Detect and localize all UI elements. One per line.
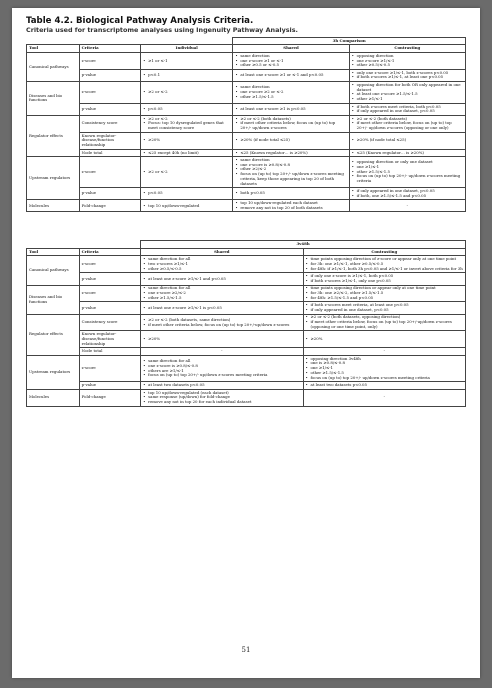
criteria-cell: p-value <box>79 273 140 285</box>
bullet-item: • one z-score is ≥0.8/≤-0.8 <box>143 364 300 369</box>
bullet-item: • ≥20% (if node total ≤25) <box>352 138 463 143</box>
bullet-item: • time points opposing direction of z-score or appear only at one time point <box>306 257 463 262</box>
table1-super-header: 3h Comparison <box>233 38 466 45</box>
bullet-item: • ≥2 or ≤-2 (both datasets, opposing direction) <box>306 315 463 320</box>
bullet-item: • other ≥1.5/≤-1.5 <box>235 95 346 100</box>
contrasting-cell: - <box>349 200 465 212</box>
contrasting-cell <box>349 132 465 149</box>
bullet-list <box>143 170 230 175</box>
bullet-item: • Focus: top 10 dysregulated genes that meet consistency score <box>143 121 230 130</box>
bullet-list <box>306 383 463 388</box>
document-page <box>12 8 480 678</box>
bullet-item: • opposing direction 3v48h <box>306 357 463 362</box>
bullet-item: • focus on (up to) top 20+/- up/down z-scores meeting criteria, keep those appearing in top 20 of both datasets <box>235 172 346 186</box>
bullet-list <box>352 54 463 68</box>
table1-header-row <box>27 45 466 52</box>
tool-cell: Molecules <box>27 200 80 212</box>
bullet-item: • if both, one ≥1.5/≤-1.5 and p<0.05 <box>352 194 463 199</box>
bullet-list <box>352 83 463 102</box>
bullet-item: • at least one z-score ≥1/≤-1 and p<0.05 <box>143 277 300 282</box>
bullet-item: • remove any not in top 20 of both datasets <box>235 206 346 211</box>
table1-super-header-row <box>27 38 466 45</box>
bullet-item: • ≥1 or ≤-1 <box>143 59 230 64</box>
bullet-list <box>306 337 463 342</box>
table-row <box>27 132 466 149</box>
table-row <box>27 389 466 406</box>
table-row <box>27 103 466 115</box>
bullet-item: • if only appeared in one dataset, p<0.05 <box>306 308 463 313</box>
contrasting-cell: - <box>303 348 465 355</box>
bullet-list <box>143 107 230 112</box>
bullet-item: • at least one z-score ≥1.5/≤-1.5 <box>352 92 463 97</box>
bullet-item: • one ≥1/≤-1 <box>352 165 463 170</box>
shared-cell <box>141 302 303 314</box>
bullet-item: • same direction <box>235 85 346 90</box>
shared-cell <box>141 382 303 389</box>
individual-cell <box>141 82 233 104</box>
shared-cell <box>141 331 303 348</box>
table-row <box>27 69 466 81</box>
individual-cell <box>141 132 233 149</box>
bullet-item: • other ≥1/≤-1 <box>352 97 463 102</box>
criteria-cell: Consistency score <box>79 115 140 132</box>
bullet-item: • if only appeared in one dataset, p<0.05 <box>352 109 463 114</box>
bullet-list <box>306 274 463 283</box>
table2-body <box>27 256 466 406</box>
criteria-cell: z-score <box>79 52 140 69</box>
bullet-item: • if meet other criteria below, focus on (up to) top 20+/-up/down z-scores <box>143 323 300 328</box>
contrasting-cell <box>349 82 465 104</box>
bullet-list <box>143 318 300 327</box>
bullet-item: • other ≥0.5/≤-0.5 <box>143 267 300 272</box>
criteria-cell: p-value <box>79 188 140 200</box>
bullet-list <box>143 383 300 388</box>
individual-cell <box>141 69 233 81</box>
bullet-item: • opposing direction <box>352 54 463 59</box>
bullet-item: • time points opposing direction or appear only at one time point <box>306 286 463 291</box>
table-title: Table 4.2. Biological Pathway Analysis Criteria. <box>26 16 254 26</box>
bullet-item: • focus on (up to) top 20+/- up/down z-scores meeting criteria <box>306 376 463 381</box>
bullet-item: • same direction for all <box>143 286 300 291</box>
bullet-item: • for 48h: ≥1.5/≤-1.5 and p<0.05 <box>306 296 463 301</box>
bullet-list <box>143 90 230 95</box>
bullet-item: • ≤25 except 40h (no limit) <box>143 151 230 156</box>
bullet-list <box>235 85 346 99</box>
criteria-cell: Fold-change <box>79 389 140 406</box>
criteria-cell: z-score <box>79 256 140 273</box>
criteria-cell: z-score <box>79 285 140 302</box>
bullet-item: • if both z-scores meet criteria, at least one p<0.05 <box>306 303 463 308</box>
table2-header-shared: Shared <box>141 248 303 255</box>
criteria-cell: Known regulator-disease/function relationship <box>79 331 140 348</box>
bullet-list <box>352 160 463 184</box>
tool-cell: Regulator effects <box>27 115 80 156</box>
criteria-cell: Node total <box>79 149 140 156</box>
bullet-item: • at least one z-score ≥1/≤-1 is p<0.05 <box>143 306 300 311</box>
tool-cell: Diseases and bio functions <box>27 82 80 116</box>
bullet-list <box>235 107 346 112</box>
bullet-item: • ≥2 or ≤-2 (both datasets) <box>235 117 346 122</box>
bullet-item: • if both z-scores ≥1/≤-1, at least one p<0.05 <box>352 75 463 80</box>
bullet-item: • if both z-scores ≥1/≤-1, only one p<0.05 <box>306 279 463 284</box>
bullet-item: • for 48h: if ≥1/≤-1, both 3h p<0.05 and ≥1/≤-1 or invert above criteria for 3h <box>306 267 463 272</box>
criteria-table-3v48h <box>26 240 466 406</box>
tool-cell: Regulator effects <box>27 314 80 355</box>
bullet-item: • ≥20% <box>306 337 463 342</box>
table2-super-header: 3v48h <box>141 241 466 248</box>
bullet-item: • one ≥1/≤-1 <box>306 366 463 371</box>
table1-header-criteria: Criteria <box>79 45 140 52</box>
shared-cell <box>233 132 349 149</box>
bullet-list <box>143 306 300 311</box>
bullet-item: • opposing direction or only one dataset <box>352 160 463 165</box>
table-row <box>27 314 466 331</box>
criteria-cell: Fold-change <box>79 200 140 212</box>
contrasting-cell <box>303 314 465 331</box>
contrasting-cell <box>303 285 465 302</box>
bullet-list <box>143 73 230 78</box>
contrasting-cell <box>303 355 465 381</box>
bullet-item: • two z-scores ≥1/≤-1 <box>143 262 300 267</box>
bullet-item: • p<0.05 <box>143 191 230 196</box>
bullet-item: • if only appeared in one dataset, p<0.05 <box>352 189 463 194</box>
bullet-item: • p<0.05 <box>143 107 230 112</box>
bullet-list <box>306 286 463 300</box>
criteria-cell: p-value <box>79 302 140 314</box>
tool-cell: Canonical pathways <box>27 52 80 81</box>
table-subtitle: Criteria used for transcriptome analyses using Ingenuity Pathway Analysis. <box>26 26 298 34</box>
criteria-cell: Node total <box>79 348 140 355</box>
table-row <box>27 256 466 273</box>
contrasting-cell <box>303 302 465 314</box>
bullet-item: • other ≥2/≤-2 <box>235 167 346 172</box>
bullet-list <box>143 286 300 300</box>
shared-cell <box>233 149 349 156</box>
bullet-item: • ≥2 or ≤-2 (both datasets) <box>352 117 463 122</box>
individual-cell <box>141 149 233 156</box>
contrasting-cell <box>349 103 465 115</box>
bullet-list <box>143 277 300 282</box>
bullet-item: • ≥2 or ≤-2 (both datasets, same direction) <box>143 318 300 323</box>
bullet-list <box>143 117 230 131</box>
table-row <box>27 52 466 69</box>
tool-cell: Upstream regulators <box>27 157 80 200</box>
bullet-item: • ≤25 (Known regulator… is ≥20%) <box>235 151 346 156</box>
table-row <box>27 200 466 212</box>
bullet-item: • other ≥1.5/≤-1.5 <box>306 371 463 376</box>
individual-cell <box>141 52 233 69</box>
bullet-list <box>306 357 463 381</box>
contrasting-cell <box>349 188 465 200</box>
shared-cell <box>141 273 303 285</box>
bullet-item: • top 10 up/down-regulated <box>143 204 230 209</box>
table1-header-tool: Tool <box>27 45 80 52</box>
bullet-item: • ≥20% (if node total ≤25) <box>235 138 346 143</box>
individual-cell <box>141 115 233 132</box>
contrasting-cell <box>349 115 465 132</box>
bullet-item: • one z-score is ≥0.8/≤-0.8 <box>235 163 346 168</box>
shared-cell <box>233 188 349 200</box>
shared-cell <box>141 355 303 381</box>
table2-header-tool: Tool <box>27 248 80 255</box>
table-row <box>27 157 466 188</box>
table1-body <box>27 52 466 212</box>
bullet-item: • if meet other criteria below, focus on (up to) top 20+/- up/down z-scores <box>235 121 346 130</box>
bullet-item: • remove any not in top 20 for each individual dataset <box>143 400 300 405</box>
shared-cell: - <box>141 348 303 355</box>
table2-header-contrasting: Contrasting <box>303 248 465 255</box>
shared-cell <box>233 103 349 115</box>
table2-header-row <box>27 248 466 255</box>
bullet-list <box>235 201 346 210</box>
bullet-item: • if only one z-score is ≥1/≤-1, both p<0.05 <box>306 274 463 279</box>
bullet-list <box>143 359 300 378</box>
table2-super-header-row <box>27 241 466 248</box>
bullet-item: • other ≥0.5/≤-0.5 <box>352 63 463 68</box>
criteria-cell: Consistency score <box>79 314 140 331</box>
individual-cell <box>141 103 233 115</box>
table-row <box>27 188 466 200</box>
bullet-item: • ≥2 or ≤-2 <box>143 170 230 175</box>
tool-cell: Diseases and bio functions <box>27 285 80 314</box>
criteria-cell: p-value <box>79 382 140 389</box>
bullet-item: • other ≥0.5 or ≤-0.5 <box>235 63 346 68</box>
table1-header-individual: Individual <box>141 45 233 52</box>
table-row <box>27 331 466 348</box>
bullet-item: • same direction <box>235 54 346 59</box>
bullet-item: • others are ≥1/≤-1 <box>143 369 300 374</box>
bullet-item: • one z-score ≥1 or ≤-1 <box>235 59 346 64</box>
bullet-list <box>306 257 463 271</box>
bullet-item: • ≤25 (Known regulator… is ≥20%) <box>352 151 463 156</box>
bullet-list <box>235 117 346 131</box>
bullet-list <box>143 138 230 143</box>
bullet-list <box>352 117 463 131</box>
bullet-list <box>235 138 346 143</box>
bullet-item: • ≥2 or ≤-2 <box>143 90 230 95</box>
bullet-list <box>352 138 463 143</box>
bullet-item: • one is ≥0.8/≤-0.8 <box>306 361 463 366</box>
criteria-cell: z-score <box>79 157 140 188</box>
individual-cell <box>141 188 233 200</box>
bullet-item: • top 10 up/down-regulated (each dataset) <box>143 391 300 396</box>
shared-cell <box>233 157 349 188</box>
bullet-item: • one z-score ≥1/≤-1 <box>352 59 463 64</box>
bullet-item: • other ≥1.5/≤-1.5 <box>143 296 300 301</box>
bullet-list <box>352 71 463 80</box>
contrasting-cell: - <box>303 389 465 406</box>
bullet-item: • at least two datasets p<0.05 <box>306 383 463 388</box>
bullet-item: • same response (up/down) for fold-change <box>143 395 300 400</box>
criteria-cell: Known regulator-disease/function relationship <box>79 132 140 149</box>
bullet-list <box>143 151 230 156</box>
bullet-item: • same direction for all <box>143 359 300 364</box>
bullet-item: • same direction for all <box>143 257 300 262</box>
table1-header-contrasting: Contrasting <box>349 45 465 52</box>
bullet-item: • at least two datasets p<0.05 <box>143 383 300 388</box>
bullet-item: • at least one z-score ≥1 or ≤-1 and p<0.05 <box>235 73 346 78</box>
criteria-table-3h <box>26 37 466 212</box>
bullet-list <box>352 189 463 198</box>
bullet-item: • one z-score ≥2/≤-2 <box>143 291 300 296</box>
bullet-list <box>143 257 300 271</box>
criteria-cell: p-value <box>79 103 140 115</box>
individual-cell <box>141 200 233 212</box>
bullet-item: • if both z-scores meet criteria, both p<0.05 <box>352 105 463 110</box>
criteria-cell: p-value <box>79 69 140 81</box>
shared-cell <box>141 314 303 331</box>
bullet-item: • same direction <box>235 158 346 163</box>
bullet-list <box>235 54 346 68</box>
bullet-list <box>306 303 463 312</box>
contrasting-cell <box>349 69 465 81</box>
bullet-item: • at least one z-score ≥1 is p<0.05 <box>235 107 346 112</box>
bullet-item: • focus on (up to) top 20+/- up/down z-scores meeting criteria <box>143 373 300 378</box>
table-row <box>27 149 466 156</box>
individual-cell <box>141 157 233 188</box>
table-row <box>27 302 466 314</box>
bullet-item: • other ≥1.5/≤-1.5 <box>352 170 463 175</box>
bullet-item: • both p<0.05 <box>235 191 346 196</box>
bullet-list <box>143 59 230 64</box>
bullet-item: • only one z-score ≥1/≤-1, both z-scores p<0.05 <box>352 71 463 76</box>
bullet-item: • if meet other criteria below, focus on (up to) top 20+/-up/down z-scores (opposing or one time point, only) <box>306 320 463 329</box>
bullet-item: • if meet other criteria below, focus on (up to) top 20+/- up/down z-scores (opposing or one only) <box>352 121 463 130</box>
tool-cell: Molecules <box>27 389 80 406</box>
bullet-item: • for 3h: one ≥2/≤-2, other ≥1.5/≤-1.5 <box>306 291 463 296</box>
table-row <box>27 355 466 381</box>
bullet-list <box>143 204 230 209</box>
criteria-cell: z-score <box>79 355 140 381</box>
bullet-item: • focus on (up to) top 20+/- up/down z-scores meeting criteria <box>352 174 463 183</box>
shared-cell <box>233 52 349 69</box>
tool-cell: Canonical pathways <box>27 256 80 285</box>
bullet-item: • ≥2 or ≤-2 <box>143 117 230 122</box>
bullet-list <box>306 315 463 329</box>
bullet-list <box>352 105 463 114</box>
shared-cell <box>141 256 303 273</box>
bullet-list <box>143 337 300 342</box>
bullet-list <box>235 158 346 186</box>
contrasting-cell <box>303 256 465 273</box>
tool-cell: Upstream regulators <box>27 355 80 389</box>
bullet-item: • for 3h: one ≥1/≤-1, other ≥0.5/≤-0.5 <box>306 262 463 267</box>
bullet-item: • one z-score ≥2 or ≤-2 <box>235 90 346 95</box>
page-number: 51 <box>241 646 251 654</box>
bullet-list <box>235 151 346 156</box>
shared-cell <box>233 200 349 212</box>
bullet-list <box>352 151 463 156</box>
contrasting-cell <box>303 273 465 285</box>
table-row <box>27 382 466 389</box>
bullet-item: • p<0.1 <box>143 73 230 78</box>
shared-cell <box>141 285 303 302</box>
contrasting-cell <box>349 157 465 188</box>
bullet-item: • top 10 up/down-regulated each dataset <box>235 201 346 206</box>
contrasting-cell <box>303 331 465 348</box>
contrasting-cell <box>349 149 465 156</box>
table-row <box>27 348 466 355</box>
contrasting-cell <box>349 52 465 69</box>
bullet-list <box>143 391 300 405</box>
contrasting-cell <box>303 382 465 389</box>
criteria-cell: z-score <box>79 82 140 104</box>
bullet-list <box>143 191 230 196</box>
shared-cell <box>233 69 349 81</box>
table1-header-shared: Shared <box>233 45 349 52</box>
shared-cell <box>233 115 349 132</box>
table-row <box>27 82 466 104</box>
bullet-list <box>235 73 346 78</box>
bullet-item: • ≥20% <box>143 138 230 143</box>
shared-cell <box>141 389 303 406</box>
table-row <box>27 285 466 302</box>
bullet-item: • opposing direction for both OR only appeared in one dataset <box>352 83 463 92</box>
table2-header-criteria: Criteria <box>79 248 140 255</box>
table-row <box>27 115 466 132</box>
table-row <box>27 273 466 285</box>
bullet-list <box>235 191 346 196</box>
bullet-item: • ≥20% <box>143 337 300 342</box>
shared-cell <box>233 82 349 104</box>
